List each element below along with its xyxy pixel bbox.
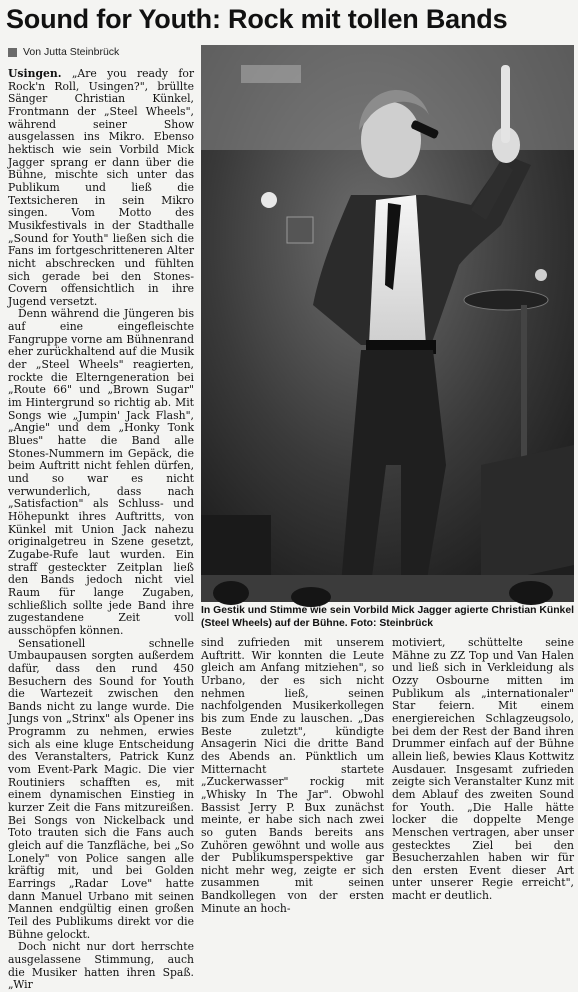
article-column-3 xyxy=(392,636,574,903)
dateline: Usingen. xyxy=(8,67,62,80)
singer-on-stage-image xyxy=(201,45,574,602)
paragraph-3: Sensationell schnelle Umbaupausen sorgten außerdem dafür, dass den rund 450 Besuchern des Sound for Youth die Wartezeit zwischen den Bands nicht zu lange wurde. Die Jungs von „Strinx" als Opener ins Programm zu nehmen, erwies sich als eine kluge Entscheidung des Veranstalters, Patrick Kunz vom Event-Park Magic. Die vier Routiniers schafften es, mit einem dynamischen Einstieg in kurzer Zeit die Fans mitzureißen. Bei Songs von Nickelback und Toto trauten sich die Fans auch gleich auf die Tanzfläche, bei „So Lonely" von Police sangen alle kräftig mit, und bei Golden Earrings „Radar Love" hatte dann Manuel Urbano mit seinen Mannen endgültig einen großen Teil des Publikums direkt vor die Bühne gelockt. xyxy=(8,636,194,941)
article-column-2 xyxy=(201,636,384,915)
column-3-text: motiviert, schüttelte seine Mähne zu ZZ Top und Van Halen und ließ sich in Verkleidung als Ozzy Osbourne mitten im Publikum als „internationaler" Star feiern. Mit einem energiereichen Schlagzeugsolo, bei dem der Rest der Band ihren Drummer einfach auf der Bühne allein ließ, bewies Klaus Kottwitz Ausdauer. Insgesamt zufrieden zeigte sich Veranstalter Kunz mit dem Ablauf des zweiten Sound for Youth. „Die Halle hätte locker die doppelte Menge Menschen vertragen, aber unser gestecktes Ziel bei den Besucherzahlen haben wir für den ersten Event dieser Art unter unserer Regie erreicht", macht er deutlich. xyxy=(392,636,574,903)
byline xyxy=(8,45,119,59)
headline: Sound for Youth: Rock mit tollen Bands xyxy=(6,4,508,34)
paragraph-4: Doch nicht nur dort herrschte ausgelassene Stimmung, auch die Musiker hatten ihren Spaß. „Wir xyxy=(8,940,194,992)
article-column-1 xyxy=(8,67,194,992)
paragraph-1 xyxy=(8,68,194,308)
photo-caption: In Gestik und Stimme wie sein Vorbild Mick Jagger agierte Christian Künkel (Steel Wheels) auf der Bühne. Foto: Steinbrück xyxy=(201,605,574,629)
paragraph-2: Denn während die Jüngeren bis auf eine eingefleischte Fangruppe vorne am Bühnenrand eher zurückhaltend auf die Musik der „Steel Wheels" reagierten, rockte die Elterngeneration bei „Route 66" und „Brown Sugar" im Hintergrund so richtig ab. Mit Songs wie „Jumpin' Jack Flash", „Angie" und dem „Honky Tonk Blues" hatte die Band alle Stones-Nummern im Gepäck, die beim Auftritt nicht fehlen dürfen, und so war es nicht verwunderlich, dass nach „Satisfaction" als Schluss- und Höhepunkt ihres Auftritts, von Künkel mit Union Jack nahezu originalgetreu in Szene gesetzt, Zugabe-Rufe laut wurden. Ein straff gesteckter Zeitplan ließ den Bands jedoch nicht viel Raum für lange Zugaben, schließlich sollte jede Band ihre zugestandene Zeit voll ausschöpfen können. xyxy=(8,307,194,637)
byline-square-icon xyxy=(8,48,17,57)
column-2-text: sind zufrieden mit unserem Auftritt. Wir konnten die Leute gleich am Anfang mitziehen", so Urbano, der es sich nicht nehmen ließ, seinen nachfolgenden Musikerkollegen bis zum Ende zu lauschen. „Das Beste zuletzt", kündigte Ansagerin Nici die dritte Band des Abends an. Pünktlich um Mitternacht startete „Zuckerwasser" rockig mit „Whisky In The Jar". Obwohl Bassist Jerry P. Bux zunächst meinte, er habe sich nach zwei so guten Bands bereits ans Zuhören gewöhnt und wolle aus der Publikumsperspektive gar nicht mehr weg, zeigte er sich zusammen mit seinen Bandkollegen von der ersten Minute an hoch- xyxy=(201,636,384,915)
byline-author: Von Jutta Steinbrück xyxy=(23,46,120,58)
paragraph-1-text: „Are you ready for Rock'n Roll, Usingen?", brüllte Sänger Christian Künkel, Frontmann der „Steel Wheels", während seiner Show ausgelassen ins Mikro. Ebenso hektisch wie sein Vorbild Mick Jagger sprang er dann über die Bühne, mischte sich unter das Publikum und ließ die Textsicheren in sein Mikro singen. Vom Motto des Musikfestivals in der Stadthalle „Sound for Youth" ließen sich die Fans im fortgeschritteneren Alter nicht abschrecken und fühlten sich gerade bei den Stones-Covern offensichtlich in ihre Jugend versetzt. xyxy=(8,67,194,308)
concert-photo xyxy=(201,45,574,602)
